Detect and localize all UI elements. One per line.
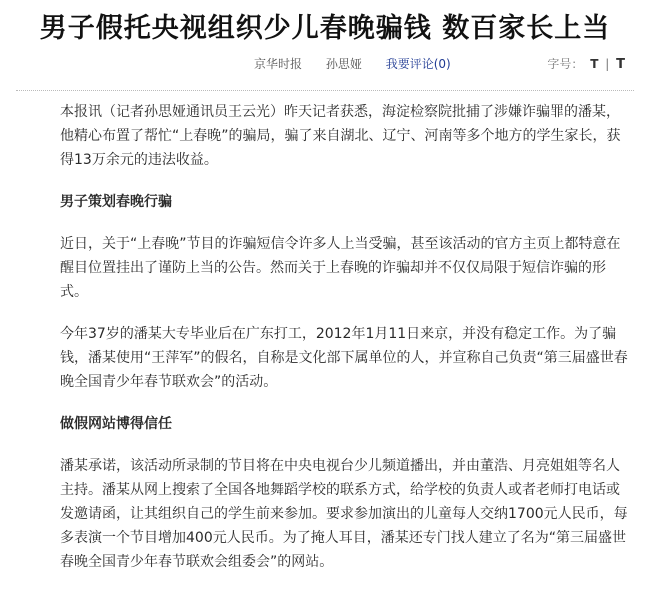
- font-separator: |: [605, 57, 610, 71]
- font-small-button[interactable]: T: [590, 57, 599, 71]
- paragraph-intro: 本报讯（记者孙思娅通讯员王云光）昨天记者获悉，海淀检察院批捕了涉嫌诈骗罪的潘某，他精心布置了帮忙“上春晚”的骗局，骗了来自湖北、辽宁、河南等多个地方的学生家长，获得13万余元的违法收益。: [60, 104, 621, 168]
- byline: [254, 52, 471, 76]
- paragraph-2: 近日，关于“上春晚”节目的诈骗短信令许多人上当受骗，甚至该活动的官方主页上都特意在醒目位置挂出了谨防上当的公告。然而关于上春晚的诈骗却并不仅仅局限于短信诈骗的形式。: [60, 236, 621, 300]
- article-body: [60, 100, 630, 592]
- comments-link[interactable]: 我要评论(0): [385, 57, 451, 71]
- font-size-controls: [547, 52, 628, 77]
- author-label: 孙思娅: [325, 57, 362, 71]
- font-size-label: 字号：: [547, 57, 584, 71]
- section-heading-2: 做假网站博得信任: [60, 416, 172, 432]
- paragraph-3: 今年37岁的潘某大专毕业后在广东打工，2012年1月11日来京，并没有稳定工作。为了骗钱，潘某使用“王萍军”的假名，自称是文化部下属单位的人，并宣称自己负责“第三届盛世春晚全国青少年春节联欢会”的活动。: [60, 326, 628, 390]
- paragraph-5: 潘某承诺，该活动所录制的节目将在中央电视台少儿频道播出，并由董浩、月亮姐姐等名人主持。潘某从网上搜索了全国各地舞蹈学校的联系方式，给学校的负责人或者老师打电话或发邀请函，让其组织自己的学生前来参加。要求参加演出的儿童每人交纳1700元人民币，每多表演一个节目增加400元人民币。为了掩人耳目，潘某还专门找人建立了名为“第三届盛世春晚全国青少年春节联欢会组委会”的网站。: [60, 458, 628, 570]
- article-meta: [0, 52, 650, 76]
- article-headline: 男子假托央视组织少儿春晚骗钱 数百家长上当: [39, 13, 611, 44]
- font-large-button[interactable]: T: [616, 57, 625, 72]
- section-heading-1: 男子策划春晚行骗: [60, 194, 172, 210]
- meta-divider: [16, 90, 634, 91]
- source-label: 京华时报: [254, 57, 303, 71]
